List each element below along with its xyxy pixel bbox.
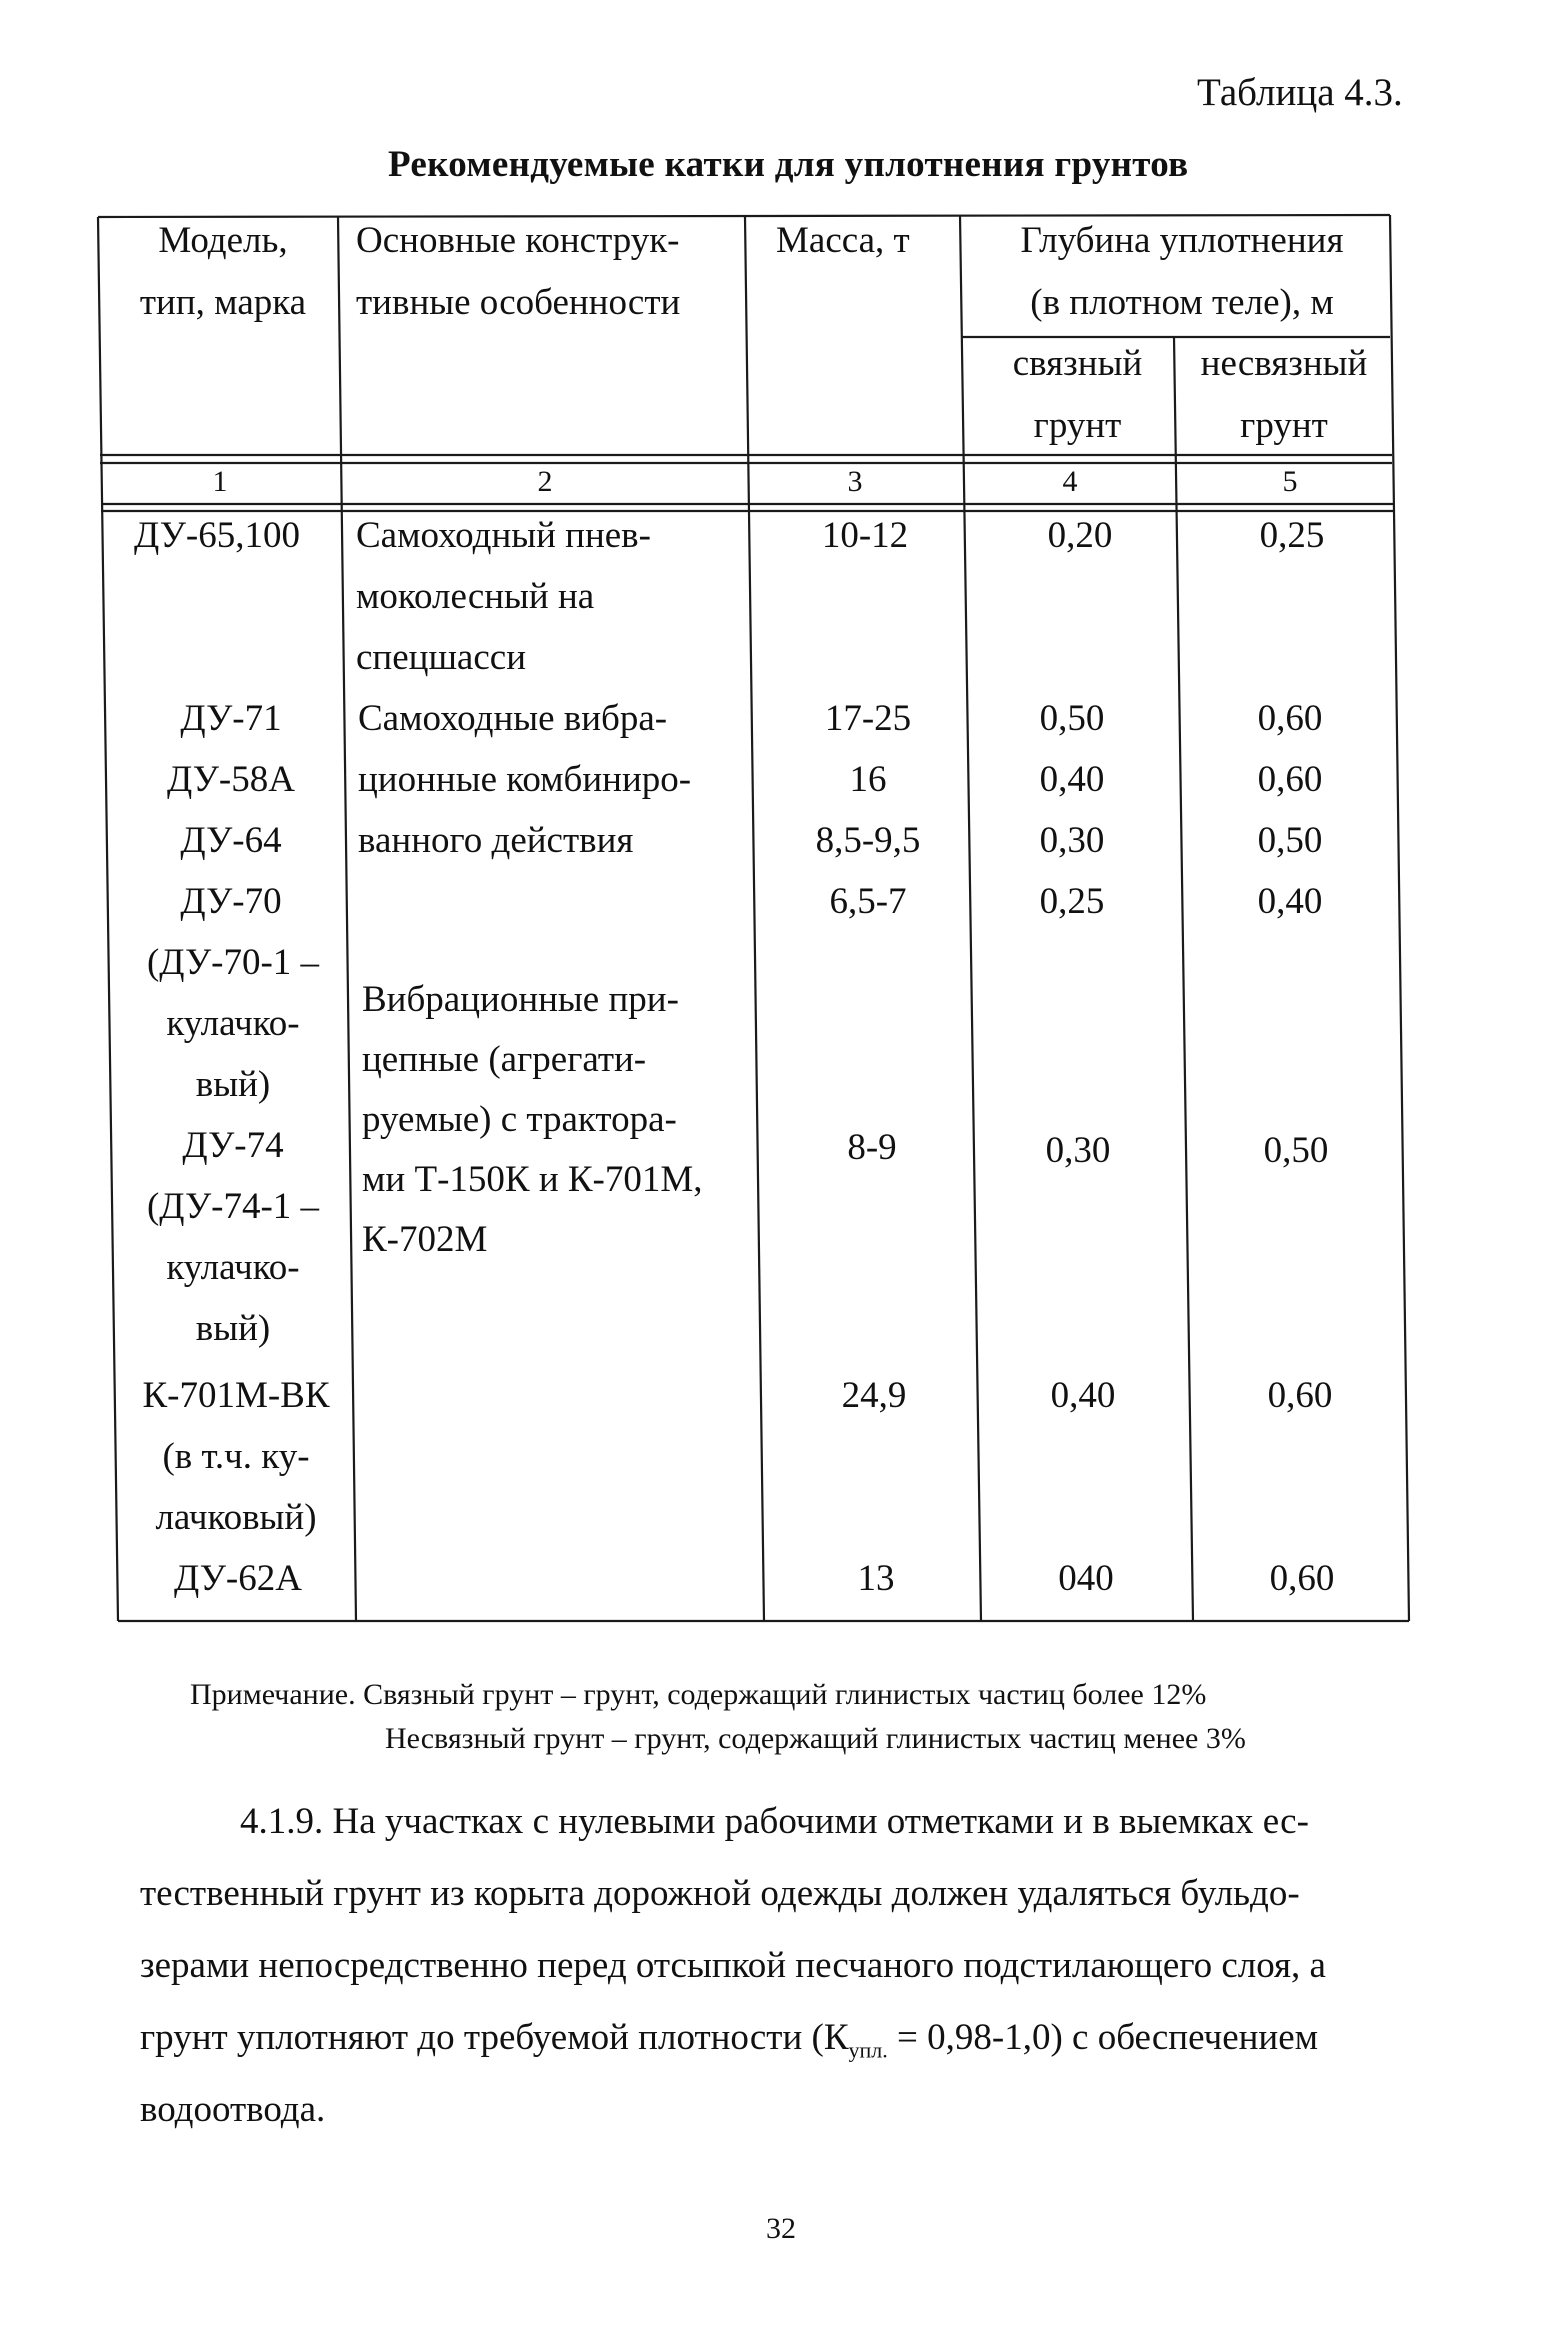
column-number: 1 [212,465,228,498]
features-cell-1 [356,505,651,688]
header-mass: Масса, т [776,220,910,261]
row-mass: 6,5-7 [829,881,907,922]
row-noncohesive: 0,50 [1257,820,1323,861]
row-cohesive: 0,20 [1047,515,1113,556]
note-line: Примечание. Связный грунт – грунт, содержащий глинистых частиц более 12% [190,1678,1207,1711]
header-depth [975,210,1389,334]
features-line: моколесный на [356,576,595,617]
features-line: ванного действия [358,820,634,861]
row-model-line: (в т.ч. ку- [162,1436,310,1477]
header-cohesive-line: грунт [1033,405,1122,446]
header-noncohesive-line: грунт [1240,405,1328,446]
row-model-line: лачковый) [155,1497,317,1538]
row-noncohesive: 0,60 [1267,1375,1333,1416]
header-noncohesive [1180,333,1388,457]
header-cohesive [975,333,1180,457]
column-number: 5 [1282,465,1298,498]
table-left-border [98,217,118,1621]
page-number: 32 [766,2212,796,2245]
paragraph-line [140,2016,1318,2063]
features-cell-3 [362,970,703,1270]
row-model-line: кулачко- [166,1247,300,1288]
header-depth-line: (в плотном теле), м [1030,282,1334,323]
table-caption: Таблица 4.3. [1197,71,1403,114]
row-model: ДУ-58А [167,759,295,800]
row-model: ДУ-71 [180,698,282,739]
row-model-line: кулачко- [166,1003,300,1044]
features-cell-2 [358,688,691,871]
column-number: 4 [1062,465,1078,498]
row-noncohesive: 0,40 [1257,881,1323,922]
paragraph-text: грунт уплотняют до требуемой плотности (К [140,2017,849,2058]
paragraph-text: = 0,98-1,0) с обеспечением [887,2017,1319,2058]
row-cohesive: 0,40 [1039,759,1105,800]
row-cohesive: 0,50 [1039,698,1105,739]
row-model-block [118,932,348,1359]
header-features [356,210,680,334]
row-model-line: (ДУ-74-1 – [146,1186,320,1227]
header-model [110,210,336,334]
features-line: руемые) с трактора- [362,1099,677,1140]
row-cohesive: 040 [1058,1558,1114,1599]
row-model: ДУ-70 [180,881,282,922]
row-mass: 13 [857,1558,895,1599]
row-model-line: К-701М-ВК [142,1375,330,1416]
paragraph-line: тественный грунт из корыта дорожной одежды должен удаляться бульдо- [140,1873,1300,1914]
row-cohesive: 0,30 [1045,1130,1111,1171]
header-features-line: Основные конструк- [356,220,680,261]
features-line: ми Т-150К и К-701М, [362,1159,703,1200]
row-noncohesive: 0,25 [1259,515,1325,556]
row-noncohesive: 0,60 [1269,1558,1335,1599]
column-number: 3 [847,465,863,498]
row-mass: 17-25 [824,698,912,739]
header-depth-line: Глубина уплотнения [1020,220,1344,261]
features-line: цепные (агрегати- [362,1039,647,1080]
header-noncohesive-line: несвязный [1200,343,1368,384]
row-noncohesive: 0,60 [1257,759,1323,800]
subscript-upl: упл. [848,2037,888,2063]
features-line: спецшасси [356,637,527,678]
row-mass: 8,5-9,5 [815,820,921,861]
paragraph-line: водоотвода. [140,2089,326,2130]
features-line: К-702М [362,1219,488,1260]
row-model-line: (ДУ-70-1 – [146,942,320,983]
row-model-block [120,1365,352,1548]
row-noncohesive: 0,60 [1257,698,1323,739]
header-model-line: Модель, [158,220,288,261]
row-noncohesive: 0,50 [1263,1130,1329,1171]
features-line: Самоходный пнев- [356,515,651,556]
row-model-line: вый) [195,1064,271,1105]
row-model: ДУ-65,100 [134,515,300,556]
features-line: Вибрационные при- [362,979,679,1020]
header-cohesive-line: связный [1012,343,1143,384]
table-title: Рекомендуемые катки для уплотнения грунтов [388,144,1189,185]
note-line: Несвязный грунт – грунт, содержащий глинистых частиц менее 3% [385,1722,1246,1755]
row-model-line: ДУ-74 [182,1125,284,1166]
row-cohesive: 0,40 [1050,1375,1116,1416]
row-mass: 10-12 [821,515,909,556]
header-features-line: тивные особенности [356,282,681,323]
features-line: ционные комбиниро- [358,759,692,800]
row-cohesive: 0,25 [1039,881,1105,922]
row-model: ДУ-62А [174,1558,302,1599]
row-mass: 24,9 [841,1375,907,1416]
row-mass: 8-9 [847,1127,897,1168]
column-number: 2 [537,465,553,498]
header-model-line: тип, марка [139,282,307,323]
paragraph-line: зерами непосредственно перед отсыпкой песчаного подстилающего слоя, а [140,1945,1326,1986]
paragraph-line: 4.1.9. На участках с нулевыми рабочими отметками и в выемках ес- [240,1801,1309,1842]
row-model: ДУ-64 [180,820,282,861]
features-line: Самоходные вибра- [358,698,668,739]
row-cohesive: 0,30 [1039,820,1105,861]
column-divider-2 [745,217,764,1621]
row-mass: 16 [849,759,887,800]
row-model-line: вый) [195,1308,271,1349]
